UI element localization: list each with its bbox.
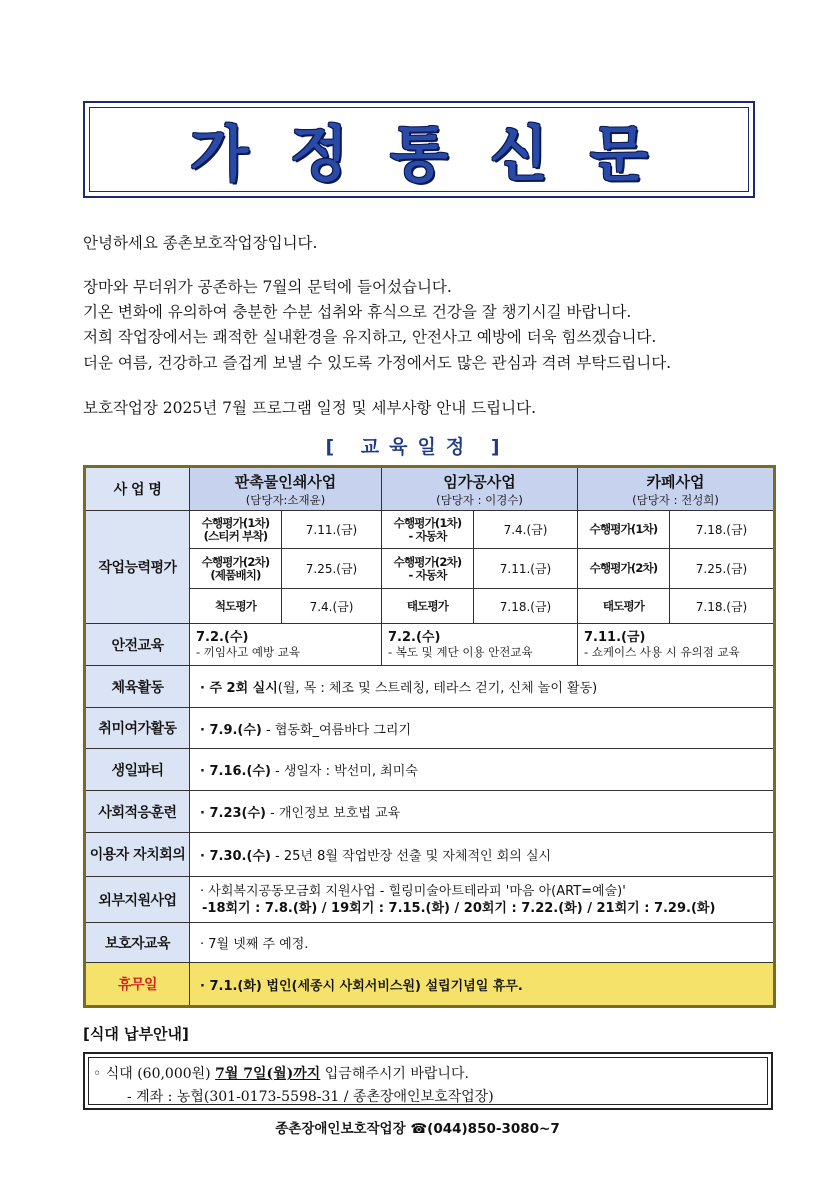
safety-label: 안전교육 [85,624,190,666]
eval-date: 7.18.(금) [670,511,775,549]
page-title: 가정통신문 [190,119,690,190]
eval-date: 7.4.(금) [282,589,382,624]
eval-label: 태도평가 [382,589,474,624]
row-text: - 개인정보 보호법 교육 [265,806,401,821]
row-content-hobby [190,708,775,749]
row-date: · 7.9.(수) [200,722,262,738]
eval-label-line1: 수행평가(2차) [393,554,462,569]
row-text: - 25년 8월 작업반장 선출 및 자체적인 회의 실시 [270,849,552,864]
intro-line-3: 저희 작업장에서는 쾌적한 실내환경을 유지하고, 안전사고 예방에 더욱 힘쓰겠습니다. [83,328,657,346]
eval-date: 7.11.(금) [474,549,578,589]
row-date: · 주 2회 실시 [200,681,278,696]
footer-contact: 종촌장애인보호작업장 ☎(044)850-3080~7 [275,1121,560,1137]
eval-label [382,549,474,589]
eval-label-line2: - 자동차 [408,528,447,543]
holiday-content: · 7.1.(화) 법인(세종시 사회서비스원) 설립기념일 휴무. [190,963,775,1007]
eval-label: 척도평가 [190,589,282,624]
row-text: - 협동화_여름바다 그리기 [261,722,412,738]
row-date: · 7.30.(수) [200,849,271,864]
eval-label: 수행평가(1차) [578,511,670,549]
title-inner-frame [89,107,749,192]
table-header-row [85,467,775,511]
row-content-sports [190,666,775,708]
external-label: 외부지원사업 [85,877,190,923]
eval-label [382,511,474,549]
eval-date: 7.25.(금) [670,549,775,589]
external-line-2: -18회기 : 7.8.(화) / 19회기 : 7.15.(화) / 20회기 : 7.22.(화) / 21회기 : 7.29.(화) [202,900,716,916]
row-label-council: 이용자 자치회의 [85,833,190,877]
greeting-text: 안녕하세요 종촌보호작업장입니다. [83,234,318,252]
safety-date: 7.11.(금) [584,629,646,645]
guardian-label: 보호자교육 [85,923,190,963]
table-row [85,963,775,1007]
header-cafe-manager: (담당자 : 전성희) [632,492,719,507]
safety-text: - 복도 및 계단 이용 안전교육 [388,644,533,659]
eval-label-line2: (스티커 부착) [203,528,268,543]
meal-section-title: [식대 납부안내] [83,1025,189,1043]
table-row [85,708,775,749]
eval-date: 7.25.(금) [282,549,382,589]
guardian-content: · 7월 넷째 주 예정. [190,923,775,963]
ability-label: 작업능력평가 [85,511,190,624]
row-text: - 생일자 : 박선미, 최미숙 [270,764,418,779]
row-content-council [190,833,775,877]
safety-text: - 끼임사고 예방 교육 [196,644,300,659]
eval-label-line1: 수행평가(1차) [393,515,462,530]
safety-item [382,624,578,666]
header-print-manager: (담당자:소재윤) [245,492,326,507]
eval-label-line2: - 자동차 [408,567,447,582]
meal-box [83,1052,773,1110]
header-label: 사 업 명 [85,467,190,511]
safety-text: - 쇼케이스 사용 시 유의점 교육 [584,644,740,659]
external-line-1: · 사회복지공동모금회 지원사업 - 힐링미술아트테라피 '마음 아(ART=예술)' [200,883,626,899]
meal-deadline: 7월 7일(월)까지 [215,1066,321,1082]
safety-date: 7.2.(수) [196,629,249,645]
holiday-label: 휴무일 [85,963,190,1007]
intro-line-1: 장마와 무더위가 공존하는 7월의 문턱에 들어섰습니다. [83,278,452,296]
header-col-assembly [382,467,578,511]
meal-inner-frame [88,1057,768,1105]
row-label-hobby: 취미여가활동 [85,708,190,749]
eval-date: 7.18.(금) [474,589,578,624]
title-frame [83,101,755,198]
table-row [85,791,775,833]
table-row [85,511,775,549]
intro-line-2: 기온 변화에 유의하여 충분한 수분 섭취와 휴식으로 건강을 잘 챙기시길 바랍니다. [83,303,632,321]
eval-label [190,549,282,589]
row-text: (월, 목 : 체조 및 스트레칭, 테라스 걷기, 신체 놀이 활동) [277,681,598,696]
table-row [85,749,775,791]
meal-line-1 [93,1063,469,1083]
row-date: · 7.16.(수) [200,764,271,779]
eval-label: 수행평가(2차) [578,549,670,589]
table-row [85,877,775,923]
schedule-table [83,465,776,1008]
eval-label-line1: 수행평가(2차) [201,554,270,569]
row-content-birthday [190,749,775,791]
safety-item [190,624,382,666]
eval-label: 태도평가 [578,589,670,624]
row-date: · 7.23(수) [200,806,266,821]
header-col-cafe [578,467,775,511]
eval-label-line1: 수행평가(1차) [201,515,270,530]
eval-date: 7.18.(금) [670,589,775,624]
eval-label-line2: (제품배치) [210,567,261,582]
row-content-social [190,791,775,833]
meal-instruction: 입금해주시기 바랍니다. [320,1066,469,1082]
table-row [85,666,775,708]
header-cafe-name: 카페사업 [646,472,705,491]
table-row [85,923,775,963]
meal-account: - 계좌 : 농협(301-0173-5598-31 / 종촌장애인보호작업장) [127,1089,494,1105]
table-row [85,624,775,666]
header-print-name: 판촉물인쇄사업 [234,472,337,491]
row-label-sports: 체육활동 [85,666,190,708]
row-label-birthday: 생일파티 [85,749,190,791]
section-title: [ 교육일정 ] [325,436,510,458]
external-content [190,877,775,923]
safety-date: 7.2.(수) [388,629,441,645]
notice-text: 보호작업장 2025년 7월 프로그램 일정 및 세부사항 안내 드립니다. [83,399,537,417]
safety-item [578,624,775,666]
table-row [85,833,775,877]
row-label-social: 사회적응훈련 [85,791,190,833]
header-assembly-manager: (담당자 : 이경수) [436,492,523,507]
meal-amount: ◦ 식대 (60,000원) [93,1066,216,1082]
eval-label [190,511,282,549]
intro-line-4: 더운 여름, 건강하고 즐겁게 보낼 수 있도록 가정에서도 많은 관심과 격려 부탁드립니다. [83,354,672,372]
eval-date: 7.11.(금) [282,511,382,549]
header-col-print [190,467,382,511]
header-assembly-name: 임가공사업 [443,472,516,491]
eval-date: 7.4.(금) [474,511,578,549]
